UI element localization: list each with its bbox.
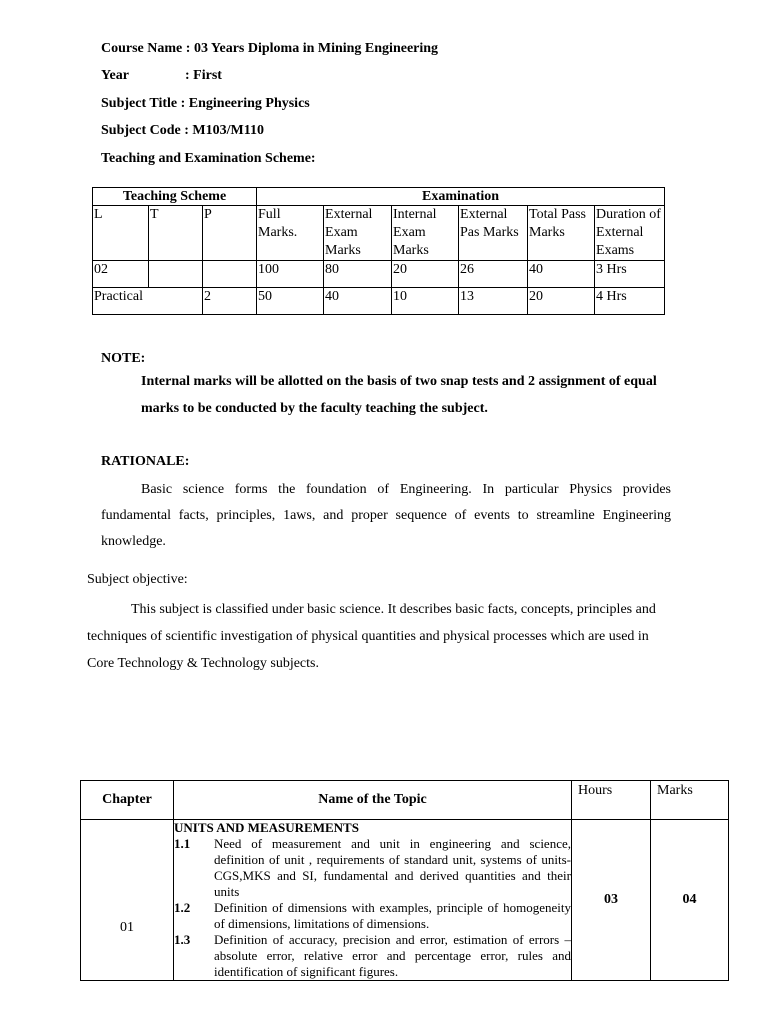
table-cell bbox=[149, 261, 203, 288]
list-item bbox=[174, 836, 571, 900]
table-row bbox=[93, 288, 665, 315]
year-line: Year : First bbox=[101, 68, 222, 83]
table-cell: 50 bbox=[257, 288, 324, 315]
column-header-full-marks: Full Marks. bbox=[257, 206, 324, 261]
table-cell: 02 bbox=[93, 261, 149, 288]
column-header-p: P bbox=[203, 206, 257, 261]
marks-value: 04 bbox=[651, 820, 729, 981]
column-header-internal-exam: Internal Exam Marks bbox=[392, 206, 459, 261]
table-cell: 20 bbox=[528, 288, 595, 315]
topic-cell bbox=[174, 820, 572, 981]
topic-heading: UNITS AND MEASUREMENTS bbox=[174, 820, 359, 835]
table-cell: 26 bbox=[459, 261, 528, 288]
hours-value: 03 bbox=[572, 820, 651, 981]
table-row bbox=[81, 820, 729, 981]
subject-title-line: Subject Title : Engineering Physics bbox=[101, 96, 310, 111]
table-row bbox=[93, 261, 665, 288]
column-header-external-pass: External Pas Marks bbox=[459, 206, 528, 261]
table-cell: 10 bbox=[392, 288, 459, 315]
subject-code-value: M103/M110 bbox=[192, 123, 264, 138]
teaching-scheme-header: Teaching Scheme bbox=[93, 188, 257, 206]
table-cell: 20 bbox=[392, 261, 459, 288]
table-cell: 3 Hrs bbox=[595, 261, 665, 288]
year-label: Year bbox=[101, 68, 129, 83]
table-cell: 100 bbox=[257, 261, 324, 288]
scheme-column-headers bbox=[93, 206, 665, 261]
scheme-table bbox=[92, 187, 665, 315]
table-cell: 40 bbox=[324, 288, 392, 315]
table-cell: Practical bbox=[93, 288, 203, 315]
subtopic-text: Definition of accuracy, precision and error, estimation of errors – absolute error, relative error and percentage error, rules and identification of significant figures. bbox=[214, 932, 571, 979]
column-header-total-pass: Total Pass Marks bbox=[528, 206, 595, 261]
chapter-number: 01 bbox=[81, 820, 174, 981]
table-cell: 4 Hrs bbox=[595, 288, 665, 315]
marks-header: Marks bbox=[651, 781, 729, 820]
note-text: Internal marks will be allotted on the basis of two snap tests and 2 assignment of equal marks to be conducted by the faculty teaching the subject. bbox=[141, 374, 657, 416]
table-cell bbox=[203, 261, 257, 288]
rationale-body: Basic science forms the foundation of Engineering. In particular Physics provides fundamental facts, principles, 1aws, and proper sequence of events to streamline Engineering knowledge. bbox=[101, 482, 671, 549]
year-value: First bbox=[193, 68, 222, 83]
table-cell: 80 bbox=[324, 261, 392, 288]
subtopic-text: Need of measurement and unit in engineering and science, definition of unit , requirements of standard unit, systems of units-CGS,MKS and SI, fundamental and derived quantities and their units bbox=[214, 836, 571, 899]
rationale-text bbox=[101, 477, 671, 555]
subject-code-label: Subject Code bbox=[101, 123, 181, 138]
subtopic-number: 1.1 bbox=[174, 836, 191, 851]
column-header-duration: Duration of External Exams bbox=[595, 206, 665, 261]
list-item bbox=[174, 900, 571, 932]
objective-title: Subject objective: bbox=[87, 572, 188, 587]
table-cell: 40 bbox=[528, 261, 595, 288]
objective-text bbox=[87, 596, 677, 677]
subtopic-number: 1.2 bbox=[174, 900, 191, 915]
objective-body: This subject is classified under basic science. It describes basic facts, concepts, principles and techniques of scientific investigation of physical quantities and physical processes which are used in Core Technology & Technology subjects. bbox=[87, 602, 656, 671]
note-title: NOTE: bbox=[101, 351, 146, 366]
chapter-header: Chapter bbox=[81, 781, 174, 820]
hours-header: Hours bbox=[572, 781, 651, 820]
table-cell: 13 bbox=[459, 288, 528, 315]
scheme-heading: Teaching and Examination Scheme: bbox=[101, 151, 316, 166]
list-item bbox=[174, 932, 571, 980]
column-header-t: T bbox=[149, 206, 203, 261]
column-header-external-exam: External Exam Marks bbox=[324, 206, 392, 261]
subtopic-text: Definition of dimensions with examples, principle of homogeneity of dimensions, limitations of dimensions. bbox=[214, 900, 571, 931]
table-cell: 2 bbox=[203, 288, 257, 315]
column-header-l: L bbox=[93, 206, 149, 261]
topics-table bbox=[80, 780, 729, 981]
subject-title-value: Engineering Physics bbox=[188, 96, 310, 111]
examination-header: Examination bbox=[257, 188, 665, 206]
subject-title-label: Subject Title bbox=[101, 96, 178, 111]
rationale-title: RATIONALE: bbox=[101, 454, 190, 469]
course-name-line: Course Name : 03 Years Diploma in Mining Engineering bbox=[101, 41, 439, 56]
subject-code-line: Subject Code : M103/M110 bbox=[101, 123, 264, 138]
topics-header-row bbox=[81, 781, 729, 820]
course-name-label: Course Name bbox=[101, 41, 183, 56]
course-name-value: 03 Years Diploma in Mining Engineering bbox=[193, 41, 439, 56]
topic-name-header: Name of the Topic bbox=[174, 781, 572, 820]
subtopic-number: 1.3 bbox=[174, 932, 191, 947]
